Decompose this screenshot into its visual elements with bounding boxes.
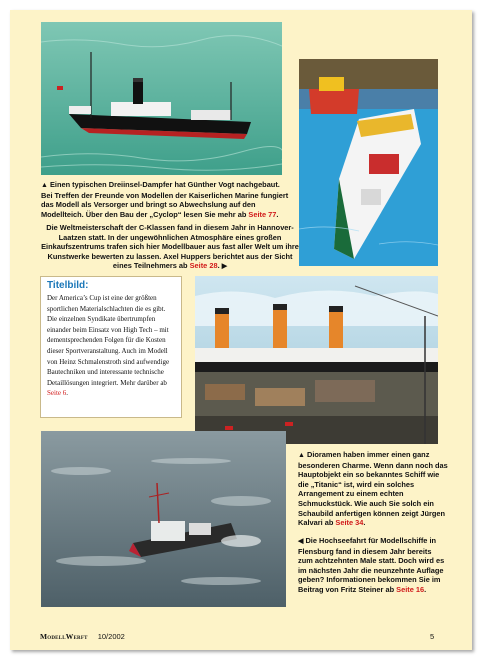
caption-c-klassen	[41, 223, 299, 272]
arrow-left-icon: ◀	[298, 538, 304, 545]
caption-c-klassen-text: Die Weltmeisterschaft der C-Klassen fand in diesem Jahr in Hannover-Laatzen statt. In der ungewöhnlichen Atmosphäre eines großen Einkaufszentrums trafen sich hier Modellbauer aus fast aller Welt um ihre Kunstwerke bewerten zu lassen. Axel Huppers berichtet aus der Sicht eines Teilnehmers ab	[41, 223, 299, 271]
caption-c-klassen-end: .	[217, 261, 220, 271]
titelbild-text: Der America’s Cup ist eine der größten sportlichen Materialschlachten die es gibt. Die einzelnen Syndikate übertrumpfen einander beim Einsatz von High Tech – mit dementsprechenden Folgen für die Kosten dieser Sportveranstaltung. Auch im Modell von Heinz Schmalenstroth sind aufwendige Bautechniken und interessante technische Detaillösungen integriert. Mehr darüber ab	[47, 294, 170, 387]
link-seite-28[interactable]: Seite 28	[189, 261, 218, 271]
caption-hochseefahrt-end: .	[424, 584, 427, 594]
caption-steamer	[41, 180, 293, 219]
caption-titanic-text: Dioramen haben immer einen ganz besonderen Charme. Wenn dann noch das Hauptobjekt ein so bekanntes Schiff wie die „Titanic“ ist, wird ein solches Arrangement zu einem echten Schmuckstück. Wie auch Sie solch ein Schaubild anfertigen können zeigt Jürgen Kalvari ab	[298, 450, 448, 528]
titelbild-end: .	[66, 389, 68, 398]
link-seite-34[interactable]: Seite 34	[335, 518, 364, 528]
photo-red-ship	[299, 59, 438, 266]
arrow-up-icon: ▲	[41, 182, 48, 189]
caption-steamer-text: Einen typischen Dreiinsel-Dampfer hat Günther Vogt nachgebaut. Bei Treffen der Freunde von Modellen der Kaiserlichen Marine fungiert das Modell als Versorger und bringt so Abwechslung auf den Modellteich. Über den Bau der „Cyclop“ lesen Sie mehr ab	[41, 180, 289, 219]
caption-hochseefahrt-text: Die Hochseefahrt für Modellschiffe in Flensburg fand in diesem Jahr bereits zum achtzehnten Male statt. Doch wird es im nächsten Jahr die neunzehnte Auflage geben? Informationen bekommen Sie im Beitrag von Fritz Steiner ab	[298, 536, 445, 594]
link-seite-6[interactable]: Seite 6	[47, 389, 67, 398]
photo-ship-waves	[41, 431, 286, 607]
footer-issue: 10/2002	[97, 632, 125, 641]
caption-titanic-end: .	[363, 518, 366, 528]
link-seite-16[interactable]: Seite 16	[396, 584, 425, 594]
titelbild-box	[40, 276, 182, 418]
footer-brand: ModellWerft	[40, 632, 88, 641]
caption-steamer-end: .	[276, 209, 279, 219]
arrow-right-icon: ▶	[221, 263, 228, 271]
caption-hochseefahrt	[298, 536, 448, 595]
caption-titanic	[298, 450, 448, 528]
footer-page-number: 5	[430, 632, 435, 641]
footer-left	[40, 632, 125, 641]
photo-steamer	[41, 22, 282, 175]
photo-titanic-diorama	[195, 276, 438, 444]
magazine-page	[10, 10, 472, 650]
titelbild-title: Titelbild:	[47, 280, 89, 291]
arrow-up-icon: ▲	[298, 452, 305, 459]
link-seite-77[interactable]: Seite 77	[248, 209, 277, 219]
titelbild-text-block	[47, 293, 175, 399]
